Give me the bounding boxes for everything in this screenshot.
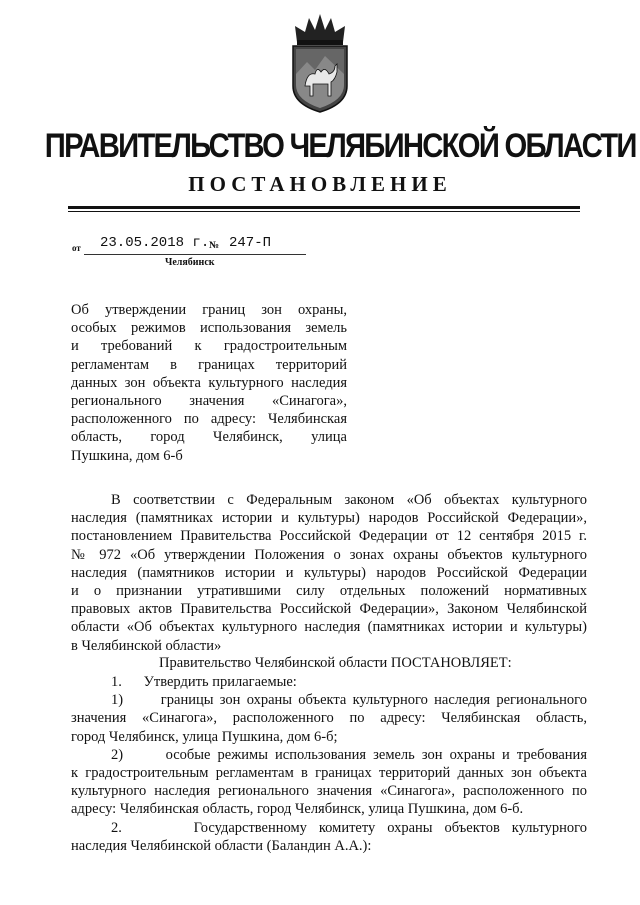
subject-line: область, город Челябинск, улица — [71, 429, 347, 446]
date-number-line — [72, 234, 304, 256]
coat-of-arms-emblem — [287, 12, 353, 114]
subject-line: Об утверждении границ зон охраны, — [71, 302, 347, 318]
preamble-line: наследия (памятниках истории и культуры) народов Российской Федерации», — [71, 510, 587, 527]
subject-line: регламентам в границах территорий — [71, 356, 347, 373]
resolution-line: наследия Челябинской области (Баландин А.А.): — [71, 837, 372, 854]
preamble-line: В соответствии с Федеральным законом «Об объектах культурного — [111, 492, 587, 508]
resolution-items — [71, 673, 587, 855]
government-title: ПРАВИТЕЛЬСТВО ЧЕЛЯБИНСКОЙ ОБЛАСТИ — [44, 127, 636, 165]
preamble-line: наследия (памятников истории и культуры) народов Российской Федерации — [71, 564, 587, 581]
document-number: 247-П — [229, 235, 272, 251]
subject-line: Пушкина, дом 6-б — [71, 447, 183, 464]
document-subject — [71, 301, 347, 465]
date-prefix-label: от — [72, 243, 81, 253]
resolution-line: город Челябинск, улица Пушкина, дом 6-б; — [71, 728, 338, 745]
resolution-line: значения «Синагога», расположенного по адресу: Челябинская область, — [71, 710, 587, 727]
decree-statement: Правительство Челябинской области ПОСТАНОВЛЯЕТ: — [159, 655, 512, 671]
header-divider-thin — [68, 211, 580, 212]
resolution-line: 1) границы зон охраны объекта культурного наследия регионального — [111, 692, 587, 709]
preamble-paragraph — [71, 491, 587, 655]
header-divider-thick — [68, 206, 580, 209]
subject-line: регионального значения «Синагога», — [71, 393, 347, 410]
preamble-line: правовых актов Правительства Российской Федерации», Законом Челябинской — [71, 601, 587, 618]
subject-line: и требований к градостроительным — [71, 338, 347, 355]
subject-line: данных зон объекта культурного наследия — [71, 374, 347, 391]
resolution-line: к градостроительным регламентам в границах территорий данных зон объекта — [71, 765, 587, 782]
resolution-line: адресу: Челябинская область, город Челябинск, улица Пушкина, дом 6-б. — [71, 801, 524, 818]
subject-line: расположенного по адресу: Челябинская — [71, 411, 347, 428]
preamble-line: в Челябинской области» — [71, 637, 222, 654]
resolution-line: 2) особые режимы использования земель зон охраны и требования — [111, 746, 587, 763]
preamble-line: № 972 «Об утверждении Положения о зонах охраны объектов культурного — [71, 546, 587, 563]
document-date: 23.05.2018 г. — [100, 235, 210, 251]
number-sign-label: № — [209, 240, 220, 251]
resolution-line: культурного наследия регионального значения «Синагога», расположенного по — [71, 783, 587, 800]
document-type-title: ПОСТАНОВЛЕНИЕ — [188, 172, 452, 196]
resolution-line: 2. Государственному комитету охраны объектов культурного — [111, 819, 587, 836]
city-label: Челябинск — [165, 257, 215, 268]
preamble-line: постановлением Правительства Российской Федерации от 12 сентября 2015 г. — [71, 528, 587, 545]
subject-line: особых режимов использования земель — [71, 320, 347, 337]
resolution-line: 1. Утвердить прилагаемые: — [111, 674, 297, 690]
date-underline — [84, 254, 306, 255]
preamble-line: и о признании утратившими силу отдельных положений нормативных — [71, 583, 587, 600]
preamble-line: области «Об объектах культурного наследия (памятниках истории и культуры) — [71, 619, 587, 636]
